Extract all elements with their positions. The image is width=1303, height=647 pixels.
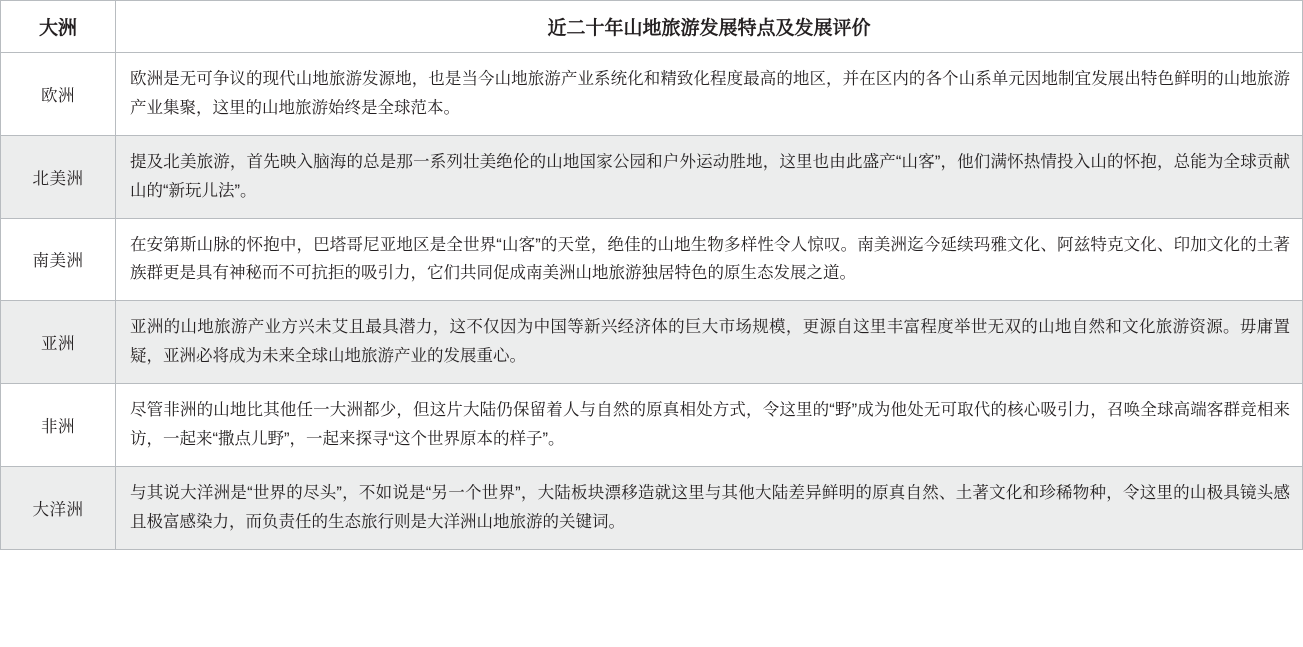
description-cell: 欧洲是无可争议的现代山地旅游发源地，也是当今山地旅游产业系统化和精致化程度最高的地区，并在区内的各个山系单元因地制宜发展出特色鲜明的山地旅游产业集聚，这里的山地旅游始终是全球范本。 xyxy=(116,53,1303,136)
table-row xyxy=(1,301,1303,384)
table-row xyxy=(1,53,1303,136)
table-header-row xyxy=(1,1,1303,53)
description-cell: 提及北美旅游，首先映入脑海的总是那一系列壮美绝伦的山地国家公园和户外运动胜地，这里也由此盛产“山客”，他们满怀热情投入山的怀抱，总能为全球贡献山的“新玩儿法”。 xyxy=(116,135,1303,218)
description-cell: 亚洲的山地旅游产业方兴未艾且最具潜力，这不仅因为中国等新兴经济体的巨大市场规模，更源自这里丰富程度举世无双的山地自然和文化旅游资源。毋庸置疑，亚洲必将成为未来全球山地旅游产业的发展重心。 xyxy=(116,301,1303,384)
description-cell: 在安第斯山脉的怀抱中，巴塔哥尼亚地区是全世界“山客”的天堂，绝佳的山地生物多样性令人惊叹。南美洲迄今延续玛雅文化、阿兹特克文化、印加文化的土著族群更是具有神秘而不可抗拒的吸引力，它们共同促成南美洲山地旅游独居特色的原生态发展之道。 xyxy=(116,218,1303,301)
description-cell: 与其说大洋洲是“世界的尽头”，不如说是“另一个世界”，大陆板块漂移造就这里与其他大陆差异鲜明的原真自然、土著文化和珍稀物种，令这里的山极具镜头感且极富感染力，而负责任的生态旅行则是大洋洲山地旅游的关键词。 xyxy=(116,466,1303,549)
description-cell: 尽管非洲的山地比其他任一大洲都少，但这片大陆仍保留着人与自然的原真相处方式，令这里的“野”成为他处无可取代的核心吸引力，召唤全球高端客群竞相来访，一起来“撒点儿野”，一起来探寻“这个世界原本的样子”。 xyxy=(116,384,1303,467)
region-cell: 大洋洲 xyxy=(1,466,116,549)
column-header-region: 大洲 xyxy=(1,1,116,53)
column-header-description: 近二十年山地旅游发展特点及发展评价 xyxy=(116,1,1303,53)
table-row xyxy=(1,466,1303,549)
region-cell: 欧洲 xyxy=(1,53,116,136)
table-body xyxy=(1,53,1303,550)
region-cell: 非洲 xyxy=(1,384,116,467)
region-cell: 北美洲 xyxy=(1,135,116,218)
region-cell: 南美洲 xyxy=(1,218,116,301)
table-row xyxy=(1,218,1303,301)
region-cell: 亚洲 xyxy=(1,301,116,384)
table-row xyxy=(1,135,1303,218)
table-header xyxy=(1,1,1303,53)
table-row xyxy=(1,384,1303,467)
